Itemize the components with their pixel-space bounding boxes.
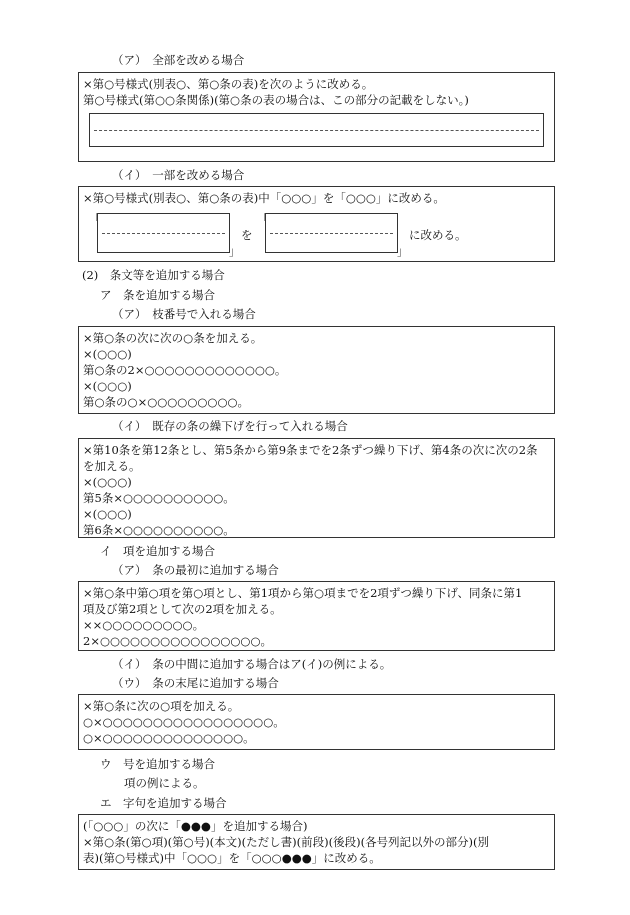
form-placeholder-box bbox=[89, 113, 544, 147]
example-line: 第○条の2×○○○○○○○○○○○○○。 bbox=[83, 363, 287, 377]
add-item-note: 項の例による。 bbox=[124, 776, 205, 790]
example-line: 項及び第2項として次の2項を加える。 bbox=[83, 602, 282, 616]
example-box-add-at-end bbox=[78, 694, 555, 750]
example-line: (「○○○」の次に「●●●」を追加する場合) bbox=[83, 819, 308, 833]
dashed-line bbox=[270, 233, 393, 234]
example-box-replace-part bbox=[78, 186, 555, 262]
example-line: ××○○○○○○○○○。 bbox=[83, 618, 205, 632]
example-line: ×(○○○) bbox=[83, 475, 132, 489]
example-box-branch-number bbox=[78, 326, 555, 414]
heading-replace-all: （ア） 全部を改める場合 bbox=[112, 53, 245, 67]
example-line: ×第○号様式(別表○、第○条の表)を次のように改める。 bbox=[83, 77, 374, 91]
example-line: ×(○○○) bbox=[83, 507, 132, 521]
example-line: ×第○条に次の○項を加える。 bbox=[83, 699, 240, 713]
example-box-add-phrase bbox=[78, 814, 555, 870]
heading-shift-down: （イ） 既存の条の繰下げを行って入れる場合 bbox=[112, 419, 348, 433]
old-text-placeholder-box bbox=[97, 213, 230, 253]
example-line: を加える。 bbox=[83, 459, 141, 473]
heading-add-at-start: （ア） 条の最初に追加する場合 bbox=[112, 563, 279, 577]
heading-add-article: ア 条を追加する場合 bbox=[100, 288, 215, 302]
example-line: ×第○号様式(別表○、第○条の表)中「○○○」を「○○○」に改める。 bbox=[83, 191, 445, 205]
open-bracket: 「 bbox=[257, 212, 269, 226]
heading-replace-part: （イ） 一部を改める場合 bbox=[112, 168, 245, 182]
heading-branch-number: （ア） 枝番号で入れる場合 bbox=[112, 307, 256, 321]
heading-add-provisions: (2) 条文等を追加する場合 bbox=[82, 268, 225, 282]
example-line: 第5条×○○○○○○○○○○。 bbox=[83, 491, 235, 505]
close-bracket: 」 bbox=[229, 244, 241, 258]
example-box-replace-all bbox=[78, 72, 555, 162]
example-line: ×第○条(第○項)(第○号)(本文)(ただし書)(前段)(後段)(各号列記以外の部分)(別 bbox=[83, 835, 490, 849]
example-line: ×第○条の次に次の○条を加える。 bbox=[83, 331, 263, 345]
example-box-shift-down bbox=[78, 438, 555, 538]
example-line: ×第10条を第12条とし、第5条から第9条までを2条ずつ繰り下げ、第4条の次に次の2条 bbox=[83, 443, 538, 457]
example-line: ×(○○○) bbox=[83, 379, 132, 393]
heading-add-item: ウ 号を追加する場合 bbox=[100, 757, 215, 771]
example-line: 表)(第○号様式)中「○○○」を「○○○●●●」に改める。 bbox=[83, 851, 381, 865]
example-line: ○×○○○○○○○○○○○○○○。 bbox=[83, 731, 255, 745]
example-line: ○×○○○○○○○○○○○○○○○○○。 bbox=[83, 715, 285, 729]
example-line: 2×○○○○○○○○○○○○○○○○。 bbox=[83, 634, 273, 648]
wo-particle: を bbox=[241, 228, 253, 242]
dashed-line bbox=[94, 130, 539, 131]
example-line: ×(○○○) bbox=[83, 347, 132, 361]
example-line: 第○条の○×○○○○○○○○○。 bbox=[83, 395, 250, 409]
heading-add-in-middle: （イ） 条の中間に追加する場合はア(イ)の例による。 bbox=[112, 657, 392, 671]
new-text-placeholder-box bbox=[265, 213, 398, 253]
close-bracket: 」 bbox=[397, 244, 409, 258]
example-box-add-at-start bbox=[78, 581, 555, 651]
heading-add-at-end: （ウ） 条の末尾に追加する場合 bbox=[112, 676, 279, 690]
heading-add-paragraph: イ 項を追加する場合 bbox=[100, 544, 215, 558]
example-line: 第6条×○○○○○○○○○○。 bbox=[83, 523, 235, 537]
example-line: ×第○条中第○項を第○項とし、第1項から第○項までを2項ずつ繰り下げ、同条に第1 bbox=[83, 586, 523, 600]
change-suffix: に改める。 bbox=[409, 228, 467, 242]
heading-add-phrase: エ 字句を追加する場合 bbox=[100, 796, 227, 810]
dashed-line bbox=[102, 233, 225, 234]
open-bracket: 「 bbox=[89, 212, 101, 226]
example-line: 第○号様式(第○○条関係)(第○条の表の場合は、この部分の記載をしない。) bbox=[83, 93, 469, 107]
